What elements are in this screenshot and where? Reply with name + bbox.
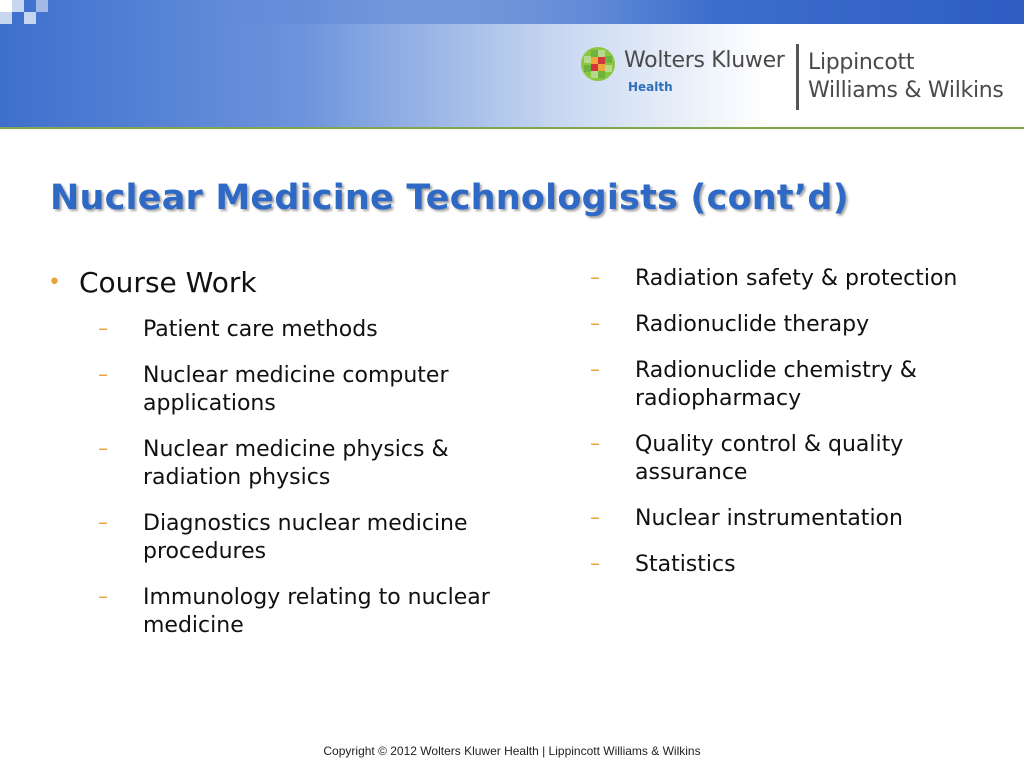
brand-name: Wolters Kluwer xyxy=(624,48,785,73)
dash-icon: – xyxy=(98,584,108,608)
header-rule xyxy=(0,127,1024,129)
list-item-text: Nuclear instrumentation xyxy=(635,506,903,531)
dash-icon: – xyxy=(590,265,600,289)
brand-subtitle: Health xyxy=(628,80,673,94)
list-item xyxy=(98,362,518,418)
dash-icon: – xyxy=(590,551,600,575)
list-item xyxy=(590,357,1010,413)
partner-name-line-1: Lippincott xyxy=(808,50,915,75)
right-column xyxy=(590,265,1010,597)
course-work-list-continued xyxy=(590,265,1010,579)
list-item-text: Nuclear medicine physics & radiation physics xyxy=(143,437,449,490)
list-item xyxy=(590,311,1010,339)
dash-icon: – xyxy=(590,431,600,455)
dash-icon: – xyxy=(98,316,108,340)
list-item-text: Immunology relating to nuclear medicine xyxy=(143,585,490,638)
publisher-logo xyxy=(580,42,1020,112)
list-item xyxy=(98,584,518,640)
list-item xyxy=(590,551,1010,579)
list-item xyxy=(590,505,1010,533)
list-item-text: Radionuclide therapy xyxy=(635,312,870,337)
partner-name-line-2: Williams & Wilkins xyxy=(808,78,1004,103)
slide-title: Nuclear Medicine Technologists (cont’d) xyxy=(50,178,849,218)
list-item xyxy=(590,265,1010,293)
dash-icon: – xyxy=(590,311,600,335)
list-item xyxy=(98,436,518,492)
list-item-text: Quality control & quality assurance xyxy=(635,432,904,485)
list-item-text: Statistics xyxy=(635,552,736,577)
dash-icon: – xyxy=(590,357,600,381)
list-item-text: Nuclear medicine computer applications xyxy=(143,363,449,416)
copyright-footer: Copyright © 2012 Wolters Kluwer Health | Lippincott Williams & Wilkins xyxy=(323,744,701,758)
brand-divider xyxy=(796,44,799,110)
list-item xyxy=(98,510,518,566)
list-item-text: Diagnostics nuclear medicine procedures xyxy=(143,511,468,564)
dash-icon: – xyxy=(590,505,600,529)
wolters-kluwer-logo-icon xyxy=(580,46,616,82)
list-item xyxy=(590,431,1010,487)
list-item-text: Patient care methods xyxy=(143,317,378,342)
bullet-heading: Course Work xyxy=(79,266,257,299)
left-column xyxy=(48,266,518,658)
bullet-icon: • xyxy=(48,270,61,295)
bullet-course-work xyxy=(48,266,518,306)
course-work-list xyxy=(98,316,518,640)
list-item-text: Radionuclide chemistry & radiopharmacy xyxy=(635,358,917,411)
dash-icon: – xyxy=(98,436,108,460)
dash-icon: – xyxy=(98,510,108,534)
list-item-text: Radiation safety & protection xyxy=(635,266,958,291)
dash-icon: – xyxy=(98,362,108,386)
header-top-stripe xyxy=(224,0,1024,24)
list-item xyxy=(98,316,518,344)
